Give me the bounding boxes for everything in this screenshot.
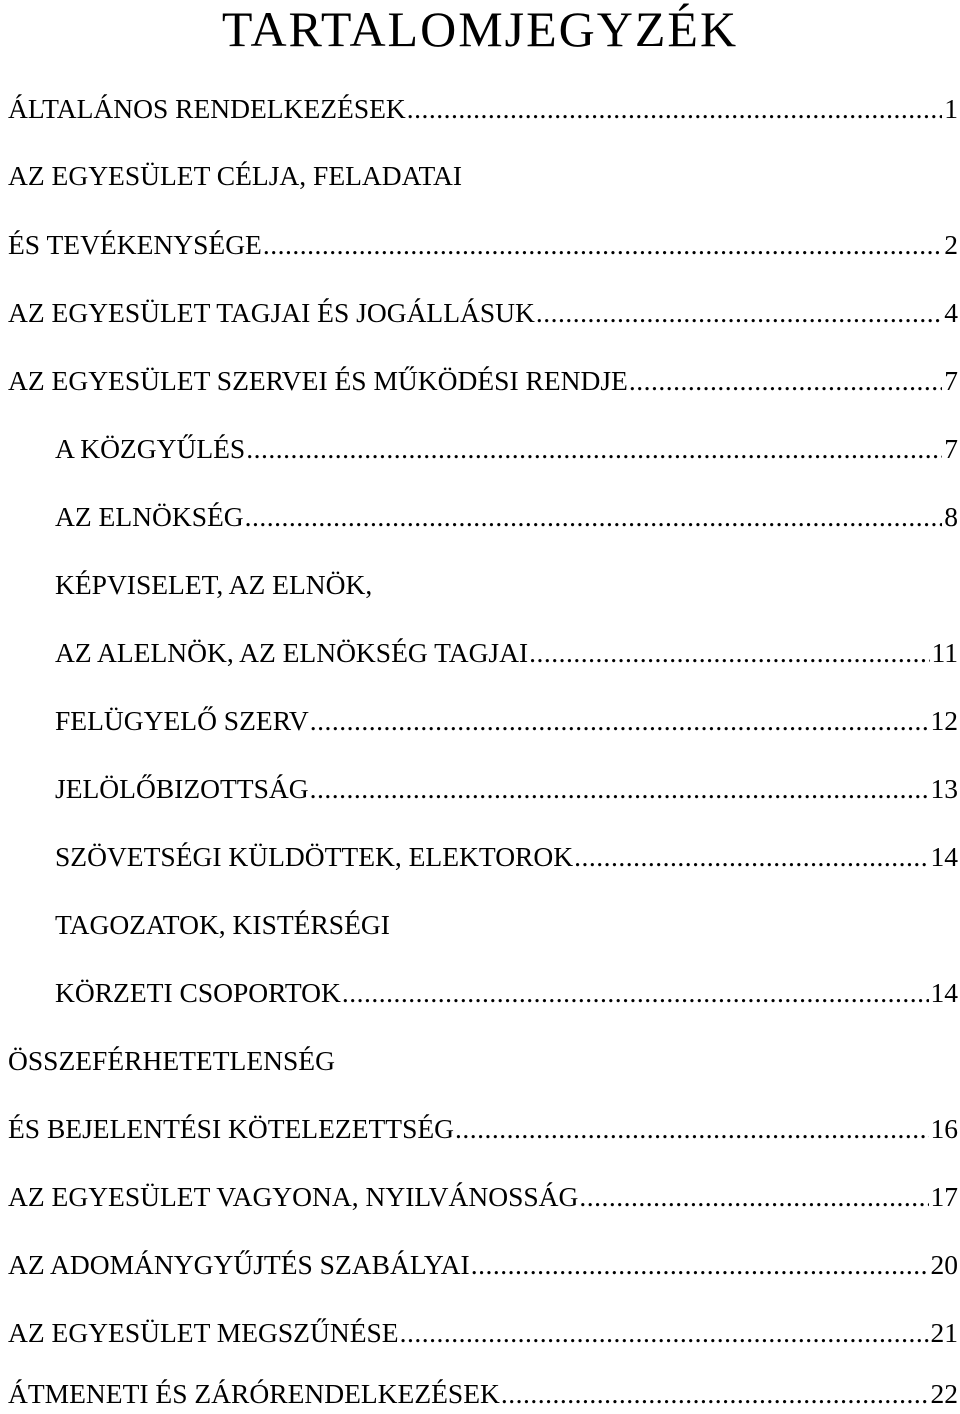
toc-entry-page: 20 bbox=[930, 1249, 958, 1280]
toc-entry-title: AZ ADOMÁNYGYŰJTÉS SZABÁLYAI bbox=[8, 1249, 470, 1280]
toc-entry-tagozatok-kistersegi bbox=[55, 905, 958, 945]
toc-entry-celja-feladatai bbox=[8, 156, 958, 196]
toc-entry-korzeti-csoportok[interactable] bbox=[55, 973, 958, 1013]
toc-entry-megszunese[interactable] bbox=[8, 1313, 958, 1353]
toc-entry-kozgyules[interactable] bbox=[55, 429, 958, 469]
toc-entry-title: KÉPVISELET, AZ ELNÖK, bbox=[55, 569, 373, 600]
toc-entry-title: A KÖZGYŰLÉS bbox=[55, 433, 246, 464]
page-title: TARTALOMJEGYZÉK bbox=[221, 1, 739, 57]
dot-leader bbox=[246, 429, 942, 469]
toc-entry-title: AZ EGYESÜLET MEGSZŰNÉSE bbox=[8, 1317, 399, 1348]
toc-entry-title: ÁLTALÁNOS RENDELKEZÉSEK bbox=[8, 93, 406, 124]
toc-entry-adomanygyujtes[interactable] bbox=[8, 1245, 958, 1285]
dot-leader bbox=[407, 89, 942, 129]
toc-entry-elnokseg[interactable] bbox=[55, 497, 958, 537]
toc-entry-tevekenysege[interactable] bbox=[8, 225, 958, 265]
toc-entry-page: 4 bbox=[944, 297, 958, 328]
toc-entry-title: AZ EGYESÜLET VAGYONA, NYILVÁNOSSÁG bbox=[8, 1181, 579, 1212]
toc-entry-title: ÖSSZEFÉRHETETLENSÉG bbox=[8, 1045, 335, 1076]
dot-leader bbox=[400, 1313, 929, 1353]
toc-entry-page: 7 bbox=[944, 433, 958, 464]
toc-entry-page: 16 bbox=[930, 1113, 958, 1144]
toc-entry-page: 17 bbox=[930, 1181, 958, 1212]
toc-entry-osszeferhetetlenseg bbox=[8, 1041, 958, 1081]
toc-entry-title: TAGOZATOK, KISTÉRSÉGI bbox=[55, 909, 390, 940]
dot-leader bbox=[501, 1374, 929, 1414]
toc-entry-page: 8 bbox=[944, 501, 958, 532]
dot-leader bbox=[529, 633, 929, 673]
toc-entry-title: SZÖVETSÉGI KÜLDÖTTEK, ELEKTOROK bbox=[55, 841, 574, 872]
toc-entry-page: 14 bbox=[930, 977, 958, 1008]
dot-leader bbox=[245, 497, 943, 537]
dot-leader bbox=[574, 837, 928, 877]
dot-leader bbox=[579, 1177, 928, 1217]
toc-entry-title: ÁTMENETI ÉS ZÁRÓRENDELKEZÉSEK bbox=[8, 1378, 500, 1409]
toc-entry-tagjai-jogallasuk[interactable] bbox=[8, 293, 958, 333]
dot-leader bbox=[629, 361, 942, 401]
toc-entry-vagyona-nyilvanossag[interactable] bbox=[8, 1177, 958, 1217]
toc-entry-title: ÉS TEVÉKENYSÉGE bbox=[8, 229, 262, 260]
toc-entry-page: 13 bbox=[930, 773, 958, 804]
toc-entry-title: AZ EGYESÜLET SZERVEI ÉS MŰKÖDÉSI RENDJE bbox=[8, 365, 628, 396]
dot-leader bbox=[310, 769, 929, 809]
toc-entry-page: 7 bbox=[944, 365, 958, 396]
toc-entry-felugyelo-szerv[interactable] bbox=[55, 701, 958, 741]
dot-leader bbox=[536, 293, 942, 333]
toc-entry-title: FELÜGYELŐ SZERV bbox=[55, 705, 309, 736]
toc-entry-szervei-mukodesi-rendje[interactable] bbox=[8, 361, 958, 401]
toc-entry-szovetsegi-kuldottek[interactable] bbox=[55, 837, 958, 877]
toc-entry-jelolobizottsag[interactable] bbox=[55, 769, 958, 809]
toc-entry-page: 2 bbox=[944, 229, 958, 260]
toc-entry-page: 12 bbox=[930, 705, 958, 736]
toc-entry-title: AZ ALELNÖK, AZ ELNÖKSÉG TAGJAI bbox=[55, 637, 529, 668]
toc-entry-title: AZ ELNÖKSÉG bbox=[55, 501, 244, 532]
toc-entry-altalanos-rendelkezesek[interactable] bbox=[8, 89, 958, 129]
dot-leader bbox=[471, 1245, 929, 1285]
toc-entry-page: 21 bbox=[930, 1317, 958, 1348]
toc-entry-page: 14 bbox=[930, 841, 958, 872]
dot-leader bbox=[455, 1109, 928, 1149]
toc-entry-title: KÖRZETI CSOPORTOK bbox=[55, 977, 341, 1008]
toc-entry-title: ÉS BEJELENTÉSI KÖTELEZETTSÉG bbox=[8, 1113, 455, 1144]
toc-entry-page: 22 bbox=[930, 1378, 958, 1409]
toc-entry-title: AZ EGYESÜLET TAGJAI ÉS JOGÁLLÁSUK bbox=[8, 297, 535, 328]
dot-leader bbox=[342, 973, 929, 1013]
toc-entry-atmeneti-zarorendelkezesek[interactable] bbox=[8, 1374, 958, 1414]
toc-entry-title: AZ EGYESÜLET CÉLJA, FELADATAI bbox=[8, 160, 463, 191]
toc-entry-bejelentesi-kotelezettseg[interactable] bbox=[8, 1109, 958, 1149]
toc-entry-title: JELÖLŐBIZOTTSÁG bbox=[55, 773, 309, 804]
dot-leader bbox=[310, 701, 929, 741]
toc-entry-alelnok-tagjai[interactable] bbox=[55, 633, 958, 673]
toc-entry-page: 1 bbox=[944, 93, 958, 124]
toc-entry-page: 11 bbox=[931, 637, 958, 668]
toc-entry-kepviselet-elnok bbox=[55, 565, 958, 605]
dot-leader bbox=[263, 225, 942, 265]
